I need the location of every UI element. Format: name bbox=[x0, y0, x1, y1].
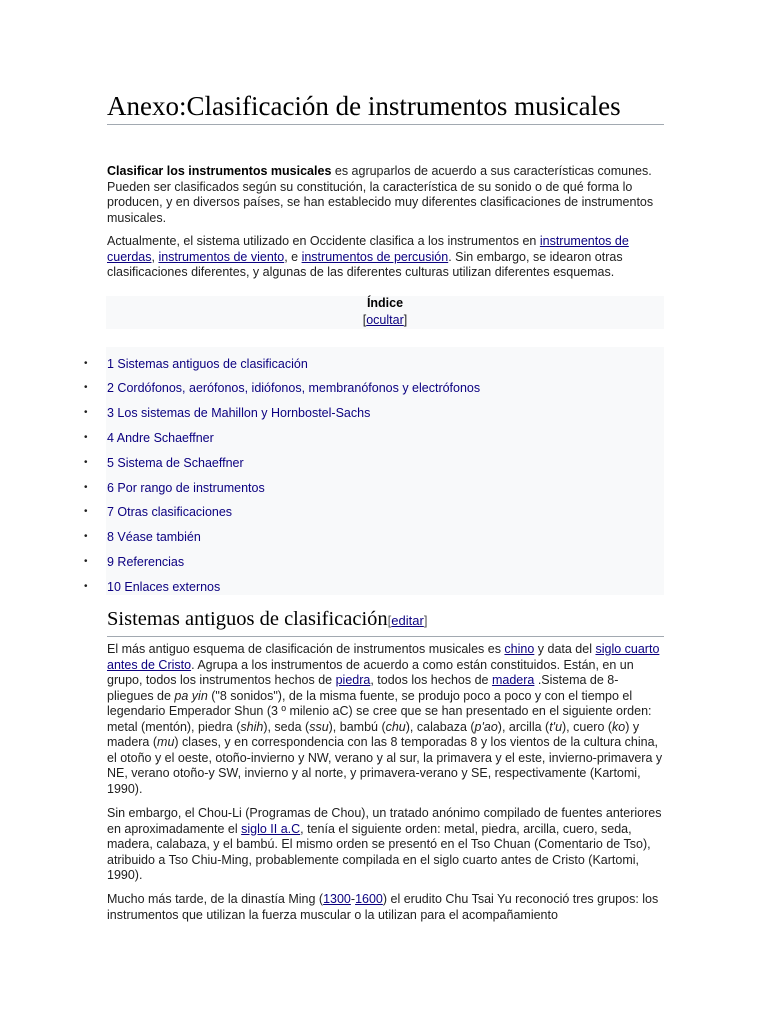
link-piedra[interactable]: piedra bbox=[335, 673, 371, 687]
intro-paragraph-1 bbox=[107, 164, 664, 226]
body-text: ) y madera ( bbox=[107, 719, 640, 749]
italic-term: ko bbox=[612, 719, 626, 734]
toc-bullet: • bbox=[84, 506, 88, 517]
body-text: - bbox=[350, 892, 356, 906]
italic-term: chu bbox=[385, 719, 406, 734]
italic-term: mu bbox=[157, 735, 175, 749]
section-heading bbox=[107, 606, 664, 637]
body-text: , tenía el siguiente orden: metal, piedra, arcilla, cuero, seda, madera, calabaza, y el bambú. El mismo orden se presentó en el Tso Chuan (Comentario de Tso), atribuido a Tso Chiu-Ming, probablemente compilada en el siglo cuarto antes de Cristo (Kartomi, 1990). bbox=[107, 821, 651, 882]
italic-term: p'ao bbox=[474, 719, 498, 734]
link-instrumentos-percusion[interactable]: instrumentos de percusión bbox=[301, 249, 449, 264]
body-text: Sin embargo, el Chou-Li (Programas de Chou), un tratado anónimo compilado de fuentes anteriores en aproximadamente el bbox=[107, 806, 662, 836]
bracket: ] bbox=[423, 613, 428, 628]
link-siglo-ii[interactable]: siglo II a.C bbox=[241, 821, 301, 836]
toc-hide-link[interactable]: ocultar bbox=[366, 313, 404, 327]
toc-item-8[interactable]: 8 Véase también bbox=[107, 530, 201, 544]
toc-item-6[interactable]: 6 Por rango de instrumentos bbox=[107, 481, 265, 495]
intro-text: , e bbox=[284, 249, 302, 264]
toc-bullet: • bbox=[84, 457, 88, 468]
bracket: [ bbox=[362, 313, 367, 327]
body-text: ), bambú ( bbox=[328, 719, 386, 734]
toc-bullet: • bbox=[84, 358, 88, 369]
italic-term: ssu bbox=[309, 719, 329, 734]
intro-paragraph-2 bbox=[107, 234, 664, 281]
intro-text: , bbox=[151, 249, 159, 264]
section1-paragraph-3 bbox=[107, 892, 664, 923]
toc-bullet: • bbox=[84, 531, 88, 542]
section1-paragraph-2 bbox=[107, 806, 664, 884]
toc-item-4[interactable]: 4 Andre Schaeffner bbox=[107, 431, 214, 445]
toc-bullet: • bbox=[84, 382, 88, 393]
toc-bullet: • bbox=[84, 556, 88, 567]
body-text: ), cuero ( bbox=[562, 719, 613, 734]
intro-bold-term: Clasificar los instrumentos musicales bbox=[107, 164, 332, 178]
toc-item-3[interactable]: 3 Los sistemas de Mahillon y Hornbostel-Sachs bbox=[107, 406, 371, 420]
bracket: [ bbox=[387, 613, 392, 628]
link-siglo-cuarto[interactable]: siglo cuarto antes de Cristo bbox=[107, 642, 660, 672]
toc-bullet: • bbox=[84, 407, 88, 418]
link-1300[interactable]: 1300 bbox=[323, 892, 351, 906]
link-instrumentos-cuerdas[interactable]: instrumentos de cuerdas bbox=[107, 234, 629, 264]
italic-term: pa yin bbox=[174, 688, 208, 703]
intro-text: es agruparlos de acuerdo a sus características comunes. Pueden ser clasificados según su constitución, la característica de su sonido o de qué forma lo producen, y en diversos países, se han establecido muy diferentes clasificaciones de instrumentos musicales. bbox=[107, 164, 654, 225]
edit-section bbox=[388, 613, 428, 628]
toc-bullet: • bbox=[84, 432, 88, 443]
bracket: ] bbox=[403, 313, 408, 327]
toc-toggle bbox=[106, 313, 664, 328]
toc-item-1[interactable]: 1 Sistemas antiguos de clasificación bbox=[107, 357, 308, 371]
section1-paragraph-1 bbox=[107, 642, 664, 797]
body-text: . Agrupa a los instrumentos de acuerdo a como están constituidos. Están, en un grupo, todos los instrumentos hechos de bbox=[107, 657, 634, 687]
body-text: ), seda ( bbox=[263, 719, 310, 734]
toc-title: Índice bbox=[366, 296, 404, 310]
link-instrumentos-viento[interactable]: instrumentos de viento bbox=[158, 249, 285, 264]
toc-header bbox=[106, 296, 664, 329]
link-madera[interactable]: madera bbox=[491, 673, 535, 687]
body-text: El más antiguo esquema de clasificación de instrumentos musicales es bbox=[107, 642, 505, 656]
link-chino[interactable]: chino bbox=[504, 642, 535, 656]
body-text: .Sistema de 8-pliegues de bbox=[107, 673, 619, 703]
toc-item-5[interactable]: 5 Sistema de Schaeffner bbox=[107, 456, 244, 470]
edit-link[interactable]: editar bbox=[391, 613, 424, 628]
toc-bullet: • bbox=[84, 482, 88, 493]
italic-term: shih bbox=[240, 719, 264, 734]
toc-item-2[interactable]: 2 Cordófonos, aerófonos, idiófonos, membranófonos y electrófonos bbox=[107, 381, 481, 395]
body-text: ), calabaza ( bbox=[405, 719, 475, 734]
body-text: y data del bbox=[534, 642, 596, 656]
link-1600[interactable]: 1600 bbox=[355, 892, 383, 906]
toc-bullet: • bbox=[84, 581, 88, 592]
intro-text: Actualmente, el sistema utilizado en Occidente clasifica a los instrumentos en bbox=[107, 234, 540, 248]
body-text: ), arcilla ( bbox=[497, 719, 550, 734]
body-text: ) el erudito Chu Tsai Yu reconoció tres grupos: los instrumentos que utilizan la fuerza muscular o la utilizan para el acompañamiento bbox=[107, 892, 659, 922]
toc-item-9[interactable]: 9 Referencias bbox=[107, 555, 185, 569]
toc-item-7[interactable]: 7 Otras clasificaciones bbox=[107, 505, 233, 519]
body-text: , todos los hechos de bbox=[370, 673, 492, 687]
toc-item-10[interactable]: 10 Enlaces externos bbox=[107, 580, 221, 594]
italic-term: t'u bbox=[549, 719, 563, 734]
body-text: Mucho más tarde, de la dinastía Ming ( bbox=[107, 892, 324, 906]
body-text: ("8 sonidos"), de la misma fuente, se produjo poco a poco y con el tiempo el legendario Emperador Shun (3 º milenio aC) se cree que se han presentado en el siguiente orden: metal (mentón), piedra ( bbox=[107, 688, 652, 734]
page-title: Anexo:Clasificación de instrumentos musicales bbox=[107, 90, 664, 125]
intro-text: . Sin embargo, se idearon otras clasificaciones diferentes, y algunas de las diferentes culturas utilizan diferentes esquemas. bbox=[107, 249, 623, 279]
section-heading-text: Sistemas antiguos de clasificación bbox=[107, 608, 388, 630]
body-text: ) clases, y en correspondencia con las 8 temporadas 8 y los vientos de la cultura china, el otoño y el oeste, otoño-invierno y NW, verano y al sur, la primavera y el este, invierno-primavera y NE, verano otoño-y SW, invierno y al norte, y primavera-verano y SE, respectivamente (Kartomi, 1990). bbox=[107, 735, 663, 796]
